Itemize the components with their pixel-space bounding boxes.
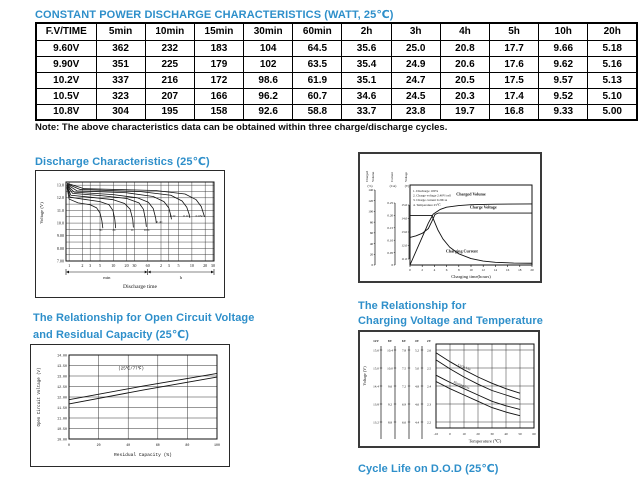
x-axis-label: Residual Capacity (%) xyxy=(114,453,172,458)
table-row xyxy=(36,104,637,120)
scale-tick-label: 7.8 xyxy=(401,348,407,353)
x-tick-label: 16 xyxy=(505,268,510,272)
table-cell: 10.2V xyxy=(36,72,96,88)
y-tick-label: 10.0 xyxy=(56,220,64,226)
y-tick-label: 9.00 xyxy=(56,233,64,239)
axis-header: Voltage xyxy=(404,171,408,182)
table-cell: 35.6 xyxy=(342,40,391,56)
x-tick-label: 2 xyxy=(81,263,84,268)
column-header: 20h xyxy=(588,23,637,40)
y-tick-label: 11.50 xyxy=(57,405,67,410)
table-cell: 20.3 xyxy=(440,88,489,104)
scale-tick-label: 10.0 xyxy=(387,366,393,371)
x-tick-label: 100 xyxy=(214,443,220,447)
x-tick-label: 60 xyxy=(145,263,150,268)
scale-tick-label: 2.3 xyxy=(426,402,432,407)
x-axis-label: Discharge time xyxy=(123,284,157,290)
table-cell: 34.6 xyxy=(342,88,391,104)
series-label: Charged Volume xyxy=(456,191,486,197)
table-cell: 92.6 xyxy=(244,104,293,120)
axis-tick-label: 13.0 xyxy=(401,230,408,235)
annotation: (25℃/77℉) xyxy=(118,367,145,372)
chart-note: 1. Discharge 100% xyxy=(413,189,439,193)
scale-tick-label: 9.6 xyxy=(387,384,393,389)
table-cell: 33.7 xyxy=(342,104,391,120)
table-cell: 35.1 xyxy=(342,72,391,88)
charge-chart-svg xyxy=(358,152,542,283)
y-tick-label: 11.0 xyxy=(56,207,64,213)
axis-tick-label: 0.15 xyxy=(387,226,394,230)
scale-tick-label: 5.0 xyxy=(414,366,420,371)
scale-tick-label: 4.8 xyxy=(414,384,420,389)
scale-tick-label: 13.8 xyxy=(373,402,379,407)
table-cell: 20.8 xyxy=(440,40,489,56)
axis-unit: (V) xyxy=(404,184,410,188)
x-tick-label: 20 xyxy=(476,432,480,436)
series-label: 3C xyxy=(98,227,103,232)
table-cell: 337 xyxy=(96,72,145,88)
table-cell: 20.6 xyxy=(440,56,489,72)
table-cell: 10.5V xyxy=(36,88,96,104)
table-cell: 24.9 xyxy=(391,56,440,72)
x-axis-label: Temperature (℃) xyxy=(468,438,502,444)
x-tick-label: 80 xyxy=(185,443,190,447)
y-tick-label: 7.00 xyxy=(56,258,64,264)
table-cell: 9.66 xyxy=(539,40,588,56)
page-title: CONSTANT POWER DISCHARGE CHARACTERISTICS (WATT, 25℃) xyxy=(35,9,394,21)
axis-tick-label: 14.0 xyxy=(401,216,408,221)
table-cell: 17.6 xyxy=(490,56,539,72)
series-label: 0.6C xyxy=(143,227,151,232)
table-note: Note: The above characteristics data can be obtained within three charge/discharge cycles. xyxy=(35,122,448,133)
table-cell: 35.4 xyxy=(342,56,391,72)
table-cell: 17.7 xyxy=(490,40,539,56)
scale-tick-label: 15.6 xyxy=(373,348,379,353)
table-cell: 9.33 xyxy=(539,104,588,120)
series-label: Charge Voltage xyxy=(469,204,497,210)
column-header: 3h xyxy=(391,23,440,40)
x-tick-label: 10 xyxy=(469,268,473,272)
scale-header: 12V xyxy=(373,339,379,343)
column-header: 15min xyxy=(194,23,243,40)
axis-unit: (CA) xyxy=(389,184,397,188)
x-tick-label: 3 xyxy=(167,263,170,268)
table-cell: 5.00 xyxy=(588,104,637,120)
table-cell: 362 xyxy=(96,40,145,56)
band-label: Floating Use xyxy=(452,380,471,391)
scale-header: 6V xyxy=(401,339,407,343)
x-tick-label: 60 xyxy=(532,432,536,436)
x-axis-label: Charging time(hours) xyxy=(451,274,491,279)
x-tick-label: 30 xyxy=(210,263,216,268)
x-tick-label: 8 xyxy=(457,268,460,272)
scale-tick-label: 7.2 xyxy=(401,384,407,389)
axis-tick-label: 0.25 xyxy=(387,201,394,206)
axis-tick-label: 60 xyxy=(369,231,374,236)
temp-chart-svg xyxy=(358,330,540,448)
table-row xyxy=(36,88,637,104)
heading-temp-line2: Charging Voltage and Temperature xyxy=(358,315,543,327)
x-tick-label: 20 xyxy=(124,263,129,268)
table-cell: 104 xyxy=(244,40,293,56)
x-tick-label: 40 xyxy=(504,432,508,436)
x-unit-h: h xyxy=(179,275,182,280)
axis-tick-label: 0 xyxy=(391,263,394,268)
scale-tick-label: 13.2 xyxy=(373,420,379,425)
grid xyxy=(66,182,214,261)
series-label: 0.4C xyxy=(156,219,163,224)
table-cell: 96.2 xyxy=(244,88,293,104)
axis-tick-label: 12.0 xyxy=(401,243,408,248)
x-tick-label: 12 xyxy=(481,268,485,272)
scale-tick-label: 6.6 xyxy=(401,420,407,425)
scale-header: 4V xyxy=(414,339,420,343)
axis-tick-label: 0 xyxy=(371,263,374,268)
x-tick-label: 14 xyxy=(493,268,498,272)
band-label: Cycle Use xyxy=(457,362,472,372)
x-unit-min: min xyxy=(103,275,111,280)
discharge-chart-svg xyxy=(35,170,225,298)
table-cell: 23.8 xyxy=(391,104,440,120)
scale-tick-label: 10.4 xyxy=(387,348,393,353)
heading-discharge-chart: Discharge Characteristics (25℃) xyxy=(35,156,210,168)
scale-tick-label: 6.9 xyxy=(401,402,407,407)
axis-tick-label: 11.0 xyxy=(401,257,408,262)
column-header: 5min xyxy=(96,23,145,40)
table-cell: 9.90V xyxy=(36,56,96,72)
discharge-table xyxy=(35,22,638,121)
scale-tick-label: 5.2 xyxy=(414,348,420,353)
x-tick-label: 60 xyxy=(155,443,160,447)
table-cell: 179 xyxy=(194,56,243,72)
axis-unit: (%) xyxy=(367,184,373,188)
x-tick-label: 18 xyxy=(518,268,522,272)
scale-tick-label: 9.2 xyxy=(387,402,393,407)
scale-tick-label: 14.4 xyxy=(373,384,379,389)
table-cell: 166 xyxy=(194,88,243,104)
table-cell: 17.4 xyxy=(490,88,539,104)
heading-cycle-life: Cycle Life on D.O.D (25℃) xyxy=(358,463,499,475)
table-cell: 63.5 xyxy=(293,56,342,72)
x-tick-label: 3 xyxy=(89,263,92,268)
table-cell: 225 xyxy=(145,56,194,72)
x-tick-label: 30 xyxy=(490,432,494,436)
series-label: 0.1C xyxy=(183,214,190,219)
table-cell: 351 xyxy=(96,56,145,72)
ocv-chart-svg xyxy=(30,344,230,467)
x-tick-label: 0 xyxy=(409,268,411,272)
y-axis-label: Voltage (V) xyxy=(39,202,44,224)
table-cell: 183 xyxy=(194,40,243,56)
y-tick-label: 12.00 xyxy=(57,395,67,400)
y-tick-label: 8.00 xyxy=(56,245,64,251)
table-cell: 5.16 xyxy=(588,56,637,72)
table-cell: 20.5 xyxy=(440,72,489,88)
x-tick-label: 20 xyxy=(203,263,208,268)
table-cell: 58.8 xyxy=(293,104,342,120)
table-header-row xyxy=(36,23,637,40)
table-cell: 216 xyxy=(145,72,194,88)
axis-tick-label: 120 xyxy=(368,198,374,203)
series-charge_voltage xyxy=(410,213,532,237)
axis-tick-label: 0.10 xyxy=(387,238,394,243)
table-cell: 158 xyxy=(194,104,243,120)
y-axis-label: Open Circuit Voltage (V) xyxy=(38,367,42,427)
table-cell: 5.10 xyxy=(588,88,637,104)
x-tick-label: 2 xyxy=(159,263,163,268)
axis-tick-label: 0.05 xyxy=(387,250,394,255)
scale-tick-label: 15.0 xyxy=(373,366,379,371)
axis-tick-label: 80 xyxy=(369,220,374,225)
column-header: 2h xyxy=(342,23,391,40)
heading-ocv-line2: and Residual Capacity (25℃) xyxy=(33,329,190,341)
y-tick-label: 12.50 xyxy=(57,384,67,389)
table-cell: 195 xyxy=(145,104,194,120)
table-row xyxy=(36,40,637,56)
y-tick-label: 13.00 xyxy=(57,374,67,379)
x-tick-label: 20 xyxy=(96,443,101,447)
scale-tick-label: 2.5 xyxy=(426,366,432,371)
table-cell: 9.57 xyxy=(539,72,588,88)
table-cell: 61.9 xyxy=(293,72,342,88)
y-tick-label: 12.0 xyxy=(56,195,64,201)
axis-tick-label: 20 xyxy=(369,252,374,257)
table-cell: 5.18 xyxy=(588,40,637,56)
table-row xyxy=(36,56,637,72)
scale-tick-label: 7.5 xyxy=(401,366,407,371)
table-cell: 102 xyxy=(244,56,293,72)
series-lower xyxy=(69,377,217,404)
table-cell: 232 xyxy=(145,40,194,56)
y-tick-label: 13.0 xyxy=(56,182,64,188)
heading-temp-line1: The Relationship for xyxy=(358,300,467,312)
x-tick-label: 2 xyxy=(421,268,424,272)
series-label: Charging Current xyxy=(445,248,478,254)
table-cell: 207 xyxy=(145,88,194,104)
table-cell: 16.8 xyxy=(490,104,539,120)
scale-tick-label: 8.8 xyxy=(387,420,393,425)
column-header: 4h xyxy=(440,23,489,40)
chart-note: 2. Charge voltage 2.40V/cell xyxy=(413,193,451,198)
x-tick-label: 10 xyxy=(462,432,466,436)
y-tick-label: 13.50 xyxy=(57,363,67,368)
table-cell: 19.7 xyxy=(440,104,489,120)
series-label: 0.05C xyxy=(195,214,204,219)
table-cell: 9.62 xyxy=(539,56,588,72)
x-tick-label: 0 xyxy=(449,432,451,436)
scale-header: 2V xyxy=(426,339,432,343)
column-header: 60min xyxy=(293,23,342,40)
column-header: 10min xyxy=(145,23,194,40)
heading-ocv-line1: The Relationship for Open Circuit Voltage xyxy=(33,312,255,324)
axis-header: Volume xyxy=(371,171,375,182)
x-tick-label: 6 xyxy=(445,268,448,272)
table-cell: 323 xyxy=(96,88,145,104)
x-tick-label: -10 xyxy=(433,432,439,436)
x-tick-label: 20 xyxy=(530,268,534,272)
x-tick-label: 0 xyxy=(68,443,70,447)
column-header: 30min xyxy=(244,23,293,40)
scale-header: 8V xyxy=(387,339,393,343)
column-header: 10h xyxy=(539,23,588,40)
y-tick-label: 10.00 xyxy=(57,437,67,442)
column-header: 5h xyxy=(490,23,539,40)
table-cell: 64.5 xyxy=(293,40,342,56)
y-tick-label: 11.00 xyxy=(57,416,67,421)
scale-tick-label: 4.6 xyxy=(414,402,420,407)
x-tick-label: 30 xyxy=(132,263,137,268)
chart-note: 4. Temperature 25℃ xyxy=(413,202,441,207)
series-label: 1C xyxy=(130,227,135,232)
chart-note: 3. Charge current 0.20CA xyxy=(413,198,448,203)
scale-tick-label: 2.4 xyxy=(426,384,432,389)
table-cell: 9.60V xyxy=(36,40,96,56)
axis-tick-label: 0.20 xyxy=(387,213,394,218)
table-cell: 10.8V xyxy=(36,104,96,120)
series-label: 0.2C xyxy=(169,214,177,219)
axis-tick-label: 140 xyxy=(368,188,374,193)
series-label: 2C xyxy=(112,227,117,232)
column-header: F.V/TIME xyxy=(36,23,96,40)
x-tick-label: 40 xyxy=(126,443,131,447)
table-cell: 60.7 xyxy=(293,88,342,104)
table-cell: 25.0 xyxy=(391,40,440,56)
y-tick-label: 10.50 xyxy=(57,426,67,431)
table-cell: 9.52 xyxy=(539,88,588,104)
axis-tick-label: 100 xyxy=(368,209,374,214)
table-cell: 17.5 xyxy=(490,72,539,88)
axis-header: Current xyxy=(390,171,394,182)
table-cell: 172 xyxy=(194,72,243,88)
scale-tick-label: 2.6 xyxy=(426,348,432,353)
table-cell: 304 xyxy=(96,104,145,120)
x-tick-label: 5 xyxy=(98,263,102,268)
x-tick-label: 50 xyxy=(518,432,522,436)
x-tick-label: 4 xyxy=(433,268,436,272)
table-cell: 5.13 xyxy=(588,72,637,88)
x-tick-label: 5 xyxy=(177,263,180,268)
table-cell: 24.5 xyxy=(391,88,440,104)
y-axis-label: Voltage (V) xyxy=(362,366,367,386)
table-row xyxy=(36,72,637,88)
axis-header: Charged xyxy=(365,170,369,182)
table-cell: 24.7 xyxy=(391,72,440,88)
y-tick-label: 14.00 xyxy=(57,353,67,358)
scale-tick-label: 2.2 xyxy=(426,420,432,425)
table-cell: 98.6 xyxy=(244,72,293,88)
x-tick-label: 10 xyxy=(111,263,116,268)
x-tick-label: 1 xyxy=(68,263,71,268)
x-tick-label: 10 xyxy=(189,263,194,268)
scale-tick-label: 4.4 xyxy=(414,420,420,425)
axis-tick-label: 15.0 xyxy=(401,203,408,208)
axis-tick-label: 40 xyxy=(369,241,374,246)
